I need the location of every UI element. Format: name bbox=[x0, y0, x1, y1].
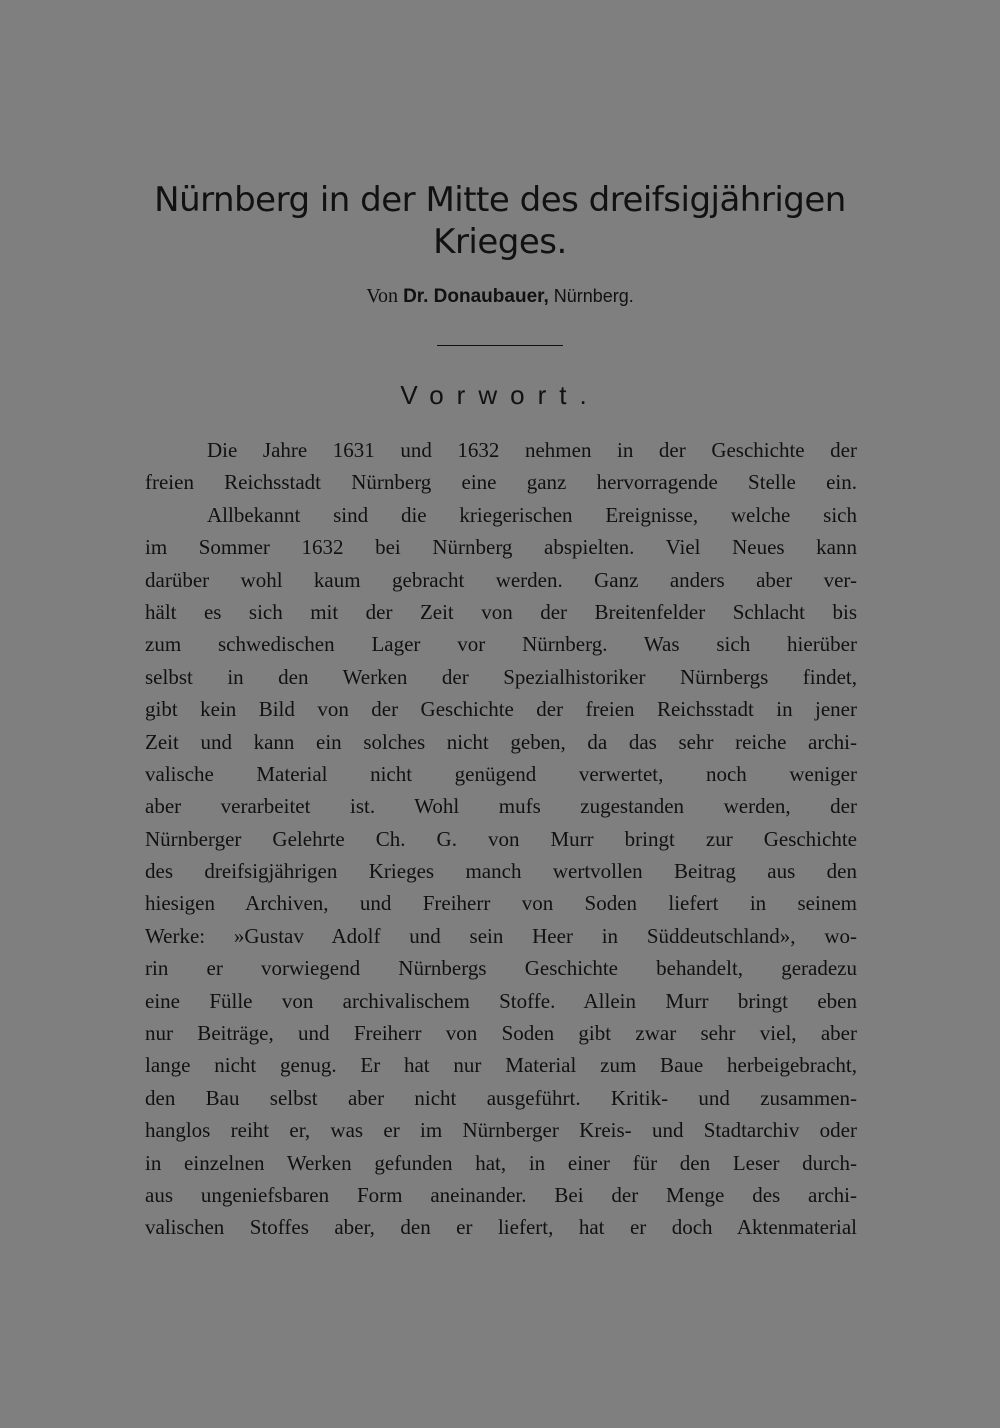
body-line: lange nicht genug. Er hat nur Material zum Baue herbeigebracht, bbox=[145, 1053, 857, 1078]
body-text bbox=[145, 434, 857, 1244]
body-line: hanglos reiht er, was er im Nürnberger Kreis- und Stadtarchiv oder bbox=[145, 1118, 857, 1143]
body-line: Zeit und kann ein solches nicht geben, da das sehr reiche archi- bbox=[145, 729, 857, 754]
body-line: darüber wohl kaum gebracht werden. Ganz anders aber ver- bbox=[145, 567, 857, 592]
article-title-line-2: Krieges. bbox=[433, 222, 567, 262]
body-line: hiesigen Archiven, und Freiherr von Soden liefert in seinem bbox=[145, 891, 857, 916]
body-line: rin er vorwiegend Nürnbergs Geschichte behandelt, geradezu bbox=[145, 956, 857, 981]
section-heading: Vorwort. bbox=[400, 380, 600, 410]
body-line: nur Beiträge, und Freiherr von Soden gibt zwar sehr viel, aber bbox=[145, 1021, 857, 1046]
body-line: den Bau selbst aber nicht ausgeführt. Kritik- und zusammen- bbox=[145, 1085, 857, 1110]
body-line: valische Material nicht genügend verwertet, noch weniger bbox=[145, 761, 857, 786]
body-line: des dreifsigjährigen Krieges manch wertvollen Beitrag aus den bbox=[145, 859, 857, 884]
body-line: Werke: »Gustav Adolf und sein Heer in Süddeutschland», wo- bbox=[145, 923, 857, 948]
body-line: im Sommer 1632 bei Nürnberg abspielten. Viel Neues kann bbox=[145, 535, 857, 560]
title-divider bbox=[437, 345, 563, 346]
author-name: Dr. Donaubauer, bbox=[403, 286, 549, 307]
article-title-line-1: Nürnberg in der Mitte des dreifsigjährigen bbox=[154, 180, 846, 220]
body-line: Allbekannt sind die kriegerischen Ereignisse, welche sich bbox=[207, 502, 857, 527]
body-line: aber verarbeitet ist. Wohl mufs zugestanden werden, der bbox=[145, 794, 857, 819]
body-line: aus ungeniefsbaren Form aneinander. Bei der Menge des archi- bbox=[145, 1182, 857, 1207]
body-line: selbst in den Werken der Spezialhistoriker Nürnbergs findet, bbox=[145, 664, 857, 689]
body-line: freien Reichsstadt Nürnberg eine ganz hervorragende Stelle ein. bbox=[145, 470, 857, 495]
body-line: Nürnberger Gelehrte Ch. G. von Murr bringt zur Geschichte bbox=[145, 826, 857, 851]
body-line: hält es sich mit der Zeit von der Breitenfelder Schlacht bis bbox=[145, 599, 857, 624]
body-line: Die Jahre 1631 und 1632 nehmen in der Geschichte der bbox=[207, 438, 857, 462]
author-place: Nürnberg. bbox=[553, 286, 634, 306]
body-line: zum schwedischen Lager vor Nürnberg. Was sich hierüber bbox=[145, 632, 857, 657]
body-line: gibt kein Bild von der Geschichte der freien Reichsstadt in jener bbox=[145, 697, 857, 722]
body-line: valischen Stoffes aber, den er liefert, hat er doch Aktenmaterial bbox=[145, 1215, 857, 1240]
byline-prefix: Von bbox=[366, 285, 399, 307]
body-line: in einzelnen Werken gefunden hat, in einer für den Leser durch- bbox=[145, 1150, 857, 1175]
body-line: eine Fülle von archivalischem Stoffe. Allein Murr bringt eben bbox=[145, 988, 857, 1013]
byline bbox=[100, 285, 900, 308]
